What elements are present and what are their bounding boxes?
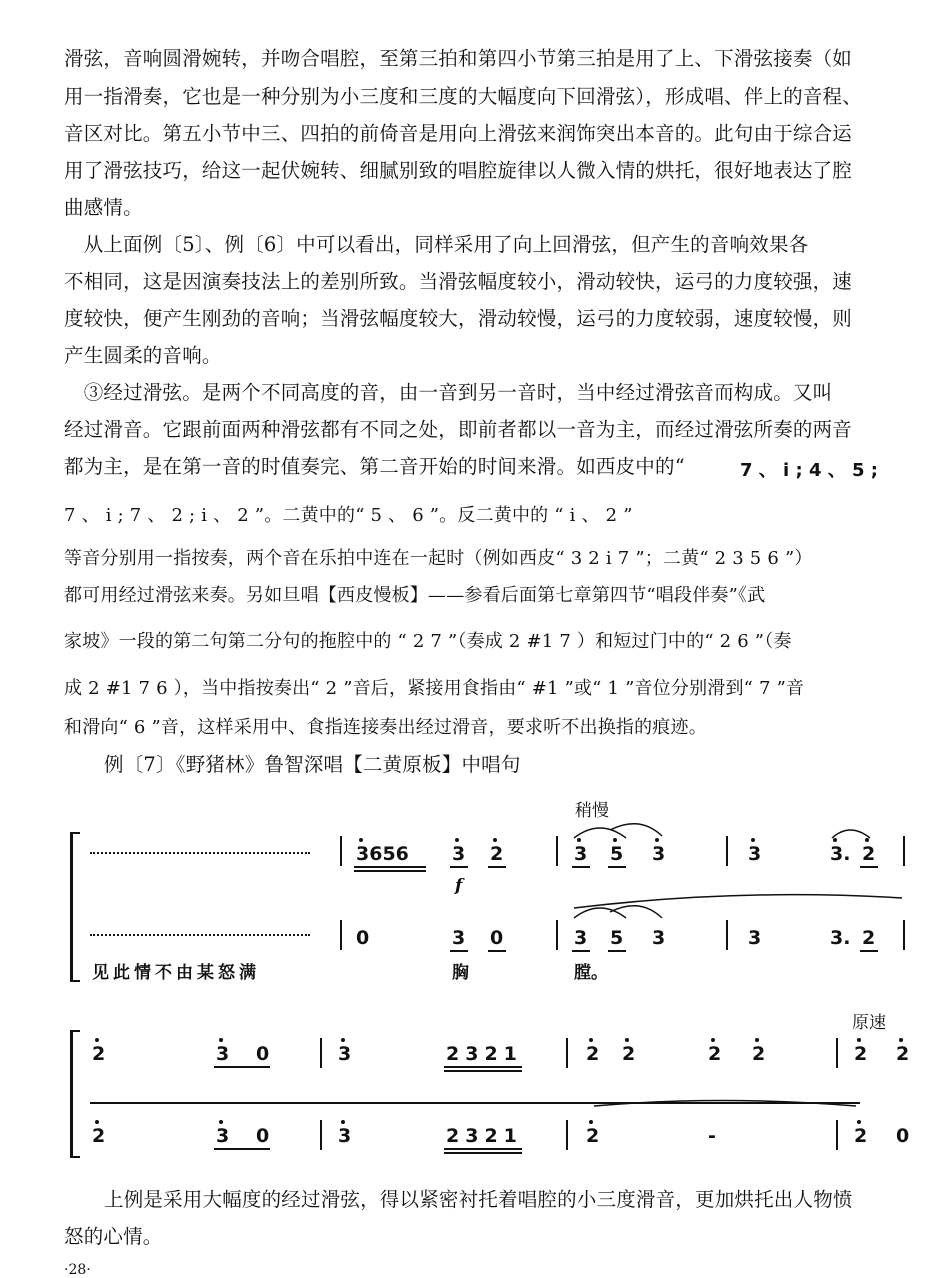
note: 2 xyxy=(896,1043,910,1065)
bracket-top xyxy=(70,1030,80,1032)
paragraph-line: 和滑向“ 6 ”音，这样采用中、食指连接奏出经过滑音，要求听不出换指的痕迹。 xyxy=(64,717,707,738)
paragraph-line: 产生圆柔的音响。 xyxy=(64,344,222,367)
note: 3 xyxy=(216,1043,230,1065)
paragraph-line: 用了滑弦技巧，给这一起伏婉转、细腻别致的唱腔旋律以人微入情的烘托，很好地表达了腔 xyxy=(64,159,853,182)
barline xyxy=(566,1038,568,1068)
note-group: 2321 xyxy=(446,1043,523,1065)
octave-dot xyxy=(341,1038,345,1042)
paragraph-line: 滑弦，音响圆滑婉转，并吻合唱腔，至第三拍和第四小节第三拍是用了上、下滑弦接奏（如 xyxy=(64,47,853,70)
paragraph-line: 用一指滑奏，它也是一种分别为小三度和三度的大幅度向下回滑弦），形成唱、伴上的音程、 xyxy=(64,85,862,108)
note: 5 xyxy=(610,843,624,865)
note: 3. xyxy=(830,927,851,949)
paragraph-line: 都为主，是在第一音的时值奏完、第二音开始的时间来滑。如西皮中的“ xyxy=(64,455,685,478)
beam xyxy=(444,1148,522,1150)
note: 0 xyxy=(490,927,504,949)
note: 2 xyxy=(92,1043,106,1065)
note: 2 xyxy=(490,843,504,865)
octave-dot xyxy=(95,1038,99,1042)
note: 0 xyxy=(256,1043,270,1065)
page-number: ·28· xyxy=(64,1262,91,1278)
paragraph-line: 度较快，便产生刚劲的音响；当滑弦幅度较大，滑动较慢，运弓的力度较弱，速度较慢，则 xyxy=(64,307,853,330)
note: 3 xyxy=(452,843,466,865)
system-bracket xyxy=(70,1030,73,1158)
note: 2 xyxy=(92,1125,106,1147)
note: 2 xyxy=(854,1043,868,1065)
lyric: 膛。 xyxy=(574,963,608,983)
note: 2 xyxy=(862,843,876,865)
octave-dot xyxy=(857,1120,861,1124)
note: 0 xyxy=(356,927,370,949)
note: 3 xyxy=(748,843,762,865)
tempo-mark: 原速 xyxy=(852,1013,886,1033)
note: 2 xyxy=(862,927,876,949)
paragraph-line: 音区对比。第五小节中三、四拍的前倚音是用向上滑弦来润饰突出本音的。此句由于综合运 xyxy=(64,122,853,145)
octave-dot xyxy=(625,1038,629,1042)
note: 3. xyxy=(830,843,851,865)
example-title: 例〔7〕《野猪林》鲁智深唱【二黄原板】中唱句 xyxy=(104,753,521,776)
octave-dot xyxy=(755,1038,759,1042)
note: 3 xyxy=(748,927,762,949)
barline xyxy=(566,1120,568,1150)
octave-dot xyxy=(589,1038,593,1042)
paragraph-line: 怒的心情。 xyxy=(64,1225,163,1248)
paragraph-line: 从上面例〔5〕、例〔6〕中可以看出，同样采用了向上回滑弦，但产生的音响效果各 xyxy=(64,233,809,256)
paragraph-line: ③经过滑弦。是两个不同高度的音，由一音到另一音时，当中经过滑弦音而构成。又叫 xyxy=(64,381,833,404)
bracket-bottom xyxy=(70,1156,80,1158)
octave-dot xyxy=(219,1038,223,1042)
note: 2 xyxy=(708,1043,722,1065)
barline xyxy=(320,1120,322,1150)
note: 3 xyxy=(574,843,588,865)
beam xyxy=(444,1152,522,1154)
octave-dot xyxy=(95,1120,99,1124)
note: 2 xyxy=(622,1043,636,1065)
dynamic-mark: f xyxy=(455,876,463,896)
note: 3 xyxy=(338,1125,352,1147)
note: 5 xyxy=(610,927,624,949)
note: 2 xyxy=(752,1043,766,1065)
barline xyxy=(836,1038,838,1068)
note: 2 xyxy=(586,1125,600,1147)
note: 3 xyxy=(652,843,666,865)
beam xyxy=(444,1070,522,1072)
note: 3 xyxy=(652,927,666,949)
tempo-mark: 稍慢 xyxy=(575,801,609,821)
lyrics: 见此情不由某怒满 xyxy=(92,963,260,983)
paragraph-line: 曲感情。 xyxy=(64,196,143,219)
note: 3 xyxy=(452,927,466,949)
note: 3 xyxy=(216,1125,230,1147)
paragraph-line: 都可用经过滑弦来奏。另如旦唱【西皮慢板】——参看后面第七章第四节“唱段伴奏”《武 xyxy=(64,585,766,606)
octave-dot xyxy=(219,1120,223,1124)
note: 3 xyxy=(574,927,588,949)
note-group: 2321 xyxy=(446,1125,523,1147)
note: - xyxy=(708,1125,716,1147)
beam xyxy=(444,1066,522,1068)
octave-dot xyxy=(589,1120,593,1124)
paragraph-line: 家坡》一段的第二句第二分句的拖腔中的 “ 2 7 ”（奏成 2 #1 7 ）和短过门中的“ 2 6 ”（奏 xyxy=(64,631,792,652)
paragraph-line: 不相同，这是因演奏技法上的差别所致。当滑弦幅度较小，滑动较快，运弓的力度较强，速 xyxy=(64,270,853,293)
octave-dot xyxy=(857,1038,861,1042)
octave-dot xyxy=(711,1038,715,1042)
note: 0 xyxy=(896,1125,910,1147)
paragraph-line: 7 、 i ; 7 、 2 ; i 、 2 ”。二黄中的“ 5 、 6 ”。反二黄中的 “ i 、 2 ” xyxy=(64,505,633,526)
barline xyxy=(836,1120,838,1150)
paragraph-line: 上例是采用大幅度的经过滑弦，得以紧密衬托着唱腔的小三度滑音，更加烘托出人物愤 xyxy=(104,1188,853,1211)
beam xyxy=(90,1102,860,1104)
note: 2 xyxy=(854,1125,868,1147)
paragraph-line: 成 2 #1 7 6 ），当中指按奏出“ 2 ”音后，紧接用食指由“ #1 ”或“ 1 ”音位分别滑到“ 7 ”音 xyxy=(64,678,805,699)
note-group: 3656 xyxy=(356,843,409,865)
octave-dot xyxy=(899,1038,903,1042)
jianpu-inline: 7 、 i ; 4 、 5 ; xyxy=(740,460,879,481)
barline xyxy=(320,1038,322,1068)
octave-dot xyxy=(341,1120,345,1124)
paragraph-line: 等音分别用一指按奏，两个音在乐拍中连在一起时（例如西皮“ 3 2 i 7 ”；二黄“ 2 3 5 6 ”） xyxy=(64,548,813,569)
note: 3 xyxy=(338,1043,352,1065)
lyric: 胸 xyxy=(452,963,469,983)
paragraph-line: 经过滑音。它跟前面两种滑弦都有不同之处，即前者都以一音为主，而经过滑弦所奏的两音 xyxy=(64,418,853,441)
note: 2 xyxy=(586,1043,600,1065)
beam xyxy=(214,1066,270,1068)
beam xyxy=(214,1148,270,1150)
note: 0 xyxy=(256,1125,270,1147)
